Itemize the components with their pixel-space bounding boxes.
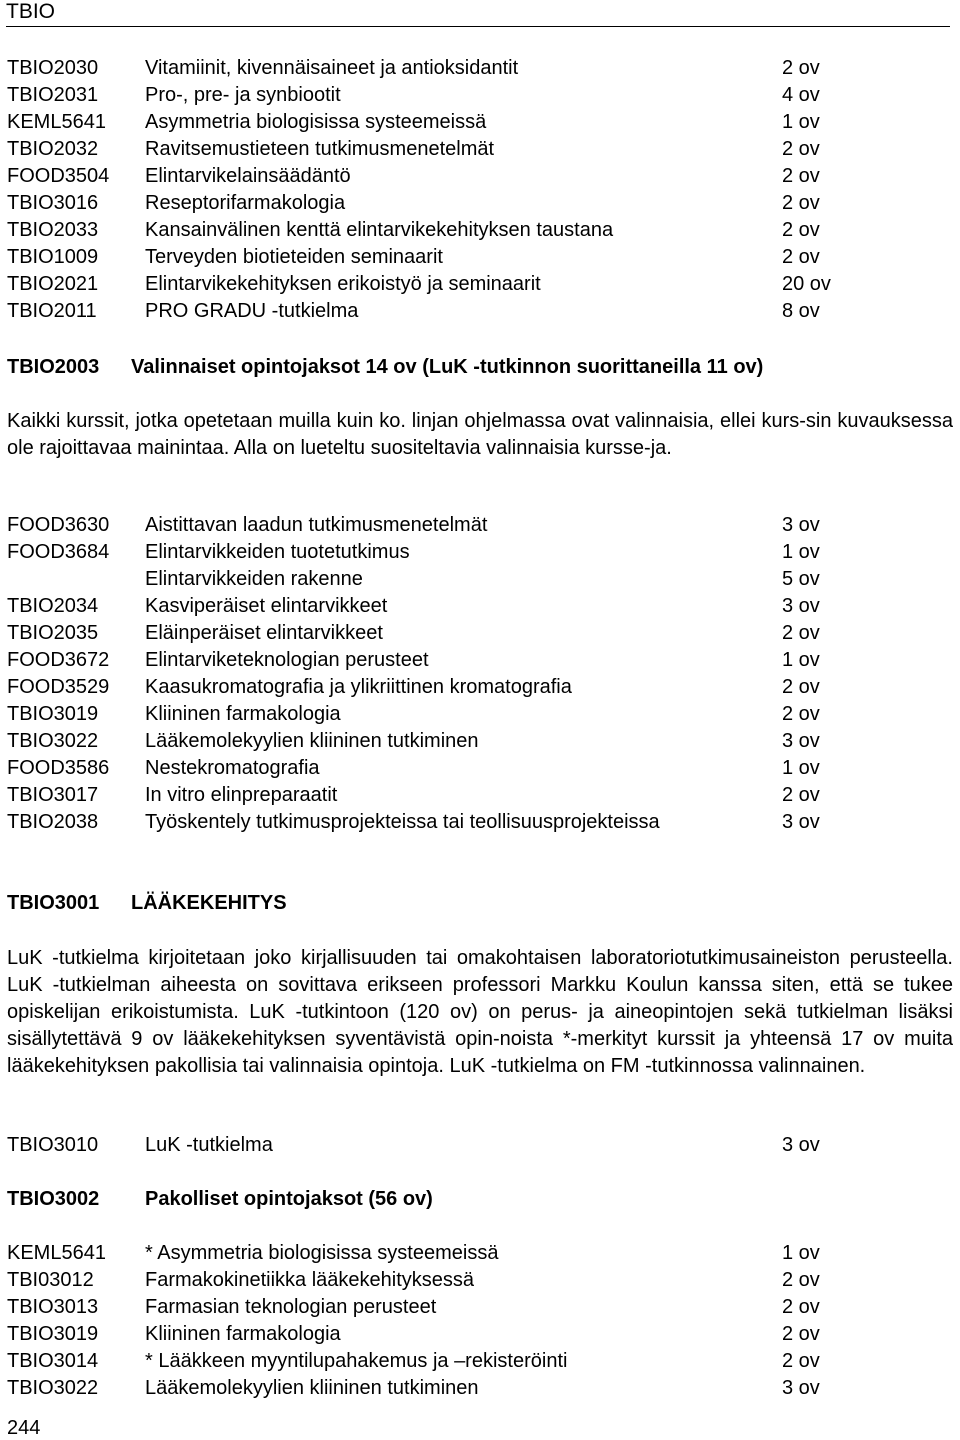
course-name: Vitamiinit, kivennäisaineet ja antioksidantit	[145, 57, 519, 79]
course-name: In vitro elinpreparaatit	[145, 784, 338, 806]
course-name: Kansainvälinen kenttä elintarvikekehityksen taustana	[145, 219, 614, 241]
course-credits: 1 ov	[782, 541, 820, 563]
course-code: TBIO3019	[7, 703, 99, 725]
section-title: Valinnaiset opintojaksot 14 ov (LuK -tutkinnon suorittaneilla 11 ov)	[131, 356, 764, 378]
course-row	[0, 1348, 960, 1375]
course-name: Aistittavan laadun tutkimusmenetelmät	[145, 514, 488, 536]
course-code: TBIO2033	[7, 219, 99, 241]
course-name: Pro-, pre- ja synbiootit	[145, 84, 341, 106]
course-row	[0, 539, 960, 566]
course-code: TBI03012	[7, 1269, 94, 1291]
course-name: Elintarvikekehityksen erikoistyö ja seminaarit	[145, 273, 541, 295]
course-name: LuK -tutkielma	[145, 1134, 273, 1156]
section-title: Pakolliset opintojaksot (56 ov)	[145, 1188, 433, 1210]
course-code: TBIO2031	[7, 84, 99, 106]
course-code: TBIO3014	[7, 1350, 99, 1372]
course-credits: 2 ov	[782, 622, 820, 644]
course-credits: 2 ov	[782, 1350, 820, 1372]
course-row	[0, 1321, 960, 1348]
course-row	[0, 217, 960, 244]
course-credits: 2 ov	[782, 1296, 820, 1318]
course-credits: 3 ov	[782, 1377, 820, 1399]
course-name: * Lääkkeen myyntilupahakemus ja –rekisteröinti	[145, 1350, 568, 1372]
course-credits: 1 ov	[782, 649, 820, 671]
course-credits: 2 ov	[782, 1323, 820, 1345]
course-name: Farmasian teknologian perusteet	[145, 1296, 437, 1318]
course-row	[0, 1267, 960, 1294]
course-credits: 3 ov	[782, 730, 820, 752]
course-credits: 2 ov	[782, 246, 820, 268]
course-code: TBIO2038	[7, 811, 99, 833]
course-code: TBIO2030	[7, 57, 99, 79]
course-name: Nestekromatografia	[145, 757, 320, 779]
course-row	[0, 190, 960, 217]
course-row	[0, 109, 960, 136]
course-code: TBIO3013	[7, 1296, 99, 1318]
section-title: LÄÄKEKEHITYS	[131, 892, 287, 914]
course-row	[0, 674, 960, 701]
course-row	[0, 244, 960, 271]
course-credits: 3 ov	[782, 595, 820, 617]
course-code: TBIO3016	[7, 192, 99, 214]
course-name: Lääkemolekyylien kliininen tutkiminen	[145, 730, 479, 752]
course-row	[0, 136, 960, 163]
course-credits: 1 ov	[782, 757, 820, 779]
course-code: FOOD3630	[7, 514, 110, 536]
course-code: TBIO3022	[7, 730, 99, 752]
course-name: Elintarvikkeiden tuotetutkimus	[145, 541, 410, 563]
course-credits: 2 ov	[782, 219, 820, 241]
course-code: FOOD3684	[7, 541, 110, 563]
course-code: TBIO1009	[7, 246, 99, 268]
course-row	[0, 1294, 960, 1321]
course-name: Kasviperäiset elintarvikkeet	[145, 595, 388, 617]
course-credits: 5 ov	[782, 568, 820, 590]
course-credits: 2 ov	[782, 57, 820, 79]
course-credits: 2 ov	[782, 676, 820, 698]
course-code: FOOD3672	[7, 649, 110, 671]
page-header	[6, 0, 950, 27]
course-row	[0, 809, 960, 836]
course-name: Kliininen farmakologia	[145, 1323, 341, 1345]
course-name: Farmakokinetiikka lääkekehityksessä	[145, 1269, 475, 1291]
course-row-thesis	[0, 1132, 960, 1159]
course-code: TBIO3022	[7, 1377, 99, 1399]
course-code: TBIO3019	[7, 1323, 99, 1345]
course-credits: 1 ov	[782, 1242, 820, 1264]
course-credits: 2 ov	[782, 703, 820, 725]
course-name: Reseptorifarmakologia	[145, 192, 346, 214]
course-name: * Asymmetria biologisissa systeemeissä	[145, 1242, 499, 1264]
course-credits: 8 ov	[782, 300, 820, 322]
course-credits: 4 ov	[782, 84, 820, 106]
course-credits: 20 ov	[782, 273, 831, 295]
course-name: Terveyden biotieteiden seminaarit	[145, 246, 443, 268]
course-code: TBIO2034	[7, 595, 99, 617]
course-name: Eläinperäiset elintarvikkeet	[145, 622, 383, 644]
course-code: TBIO2021	[7, 273, 99, 295]
course-row	[0, 782, 960, 809]
course-name: Lääkemolekyylien kliininen tutkiminen	[145, 1377, 479, 1399]
course-name: Kaasukromatografia ja ylikriittinen kromatografia	[145, 676, 572, 698]
course-name: Työskentely tutkimusprojekteissa tai teollisuusprojekteissa	[145, 811, 660, 833]
course-name: Ravitsemustieteen tutkimusmenetelmät	[145, 138, 495, 160]
course-row	[0, 755, 960, 782]
course-row	[0, 55, 960, 82]
course-row	[0, 298, 960, 325]
course-row	[0, 728, 960, 755]
page-number: 244	[7, 1417, 41, 1439]
section-code: TBIO3001	[7, 892, 100, 914]
course-row	[0, 566, 960, 593]
course-code: KEML5641	[7, 1242, 106, 1264]
section-code: TBIO3002	[7, 1188, 100, 1210]
course-name: Elintarviketeknologian perusteet	[145, 649, 429, 671]
course-code: TBIO3010	[7, 1134, 99, 1156]
course-name: Kliininen farmakologia	[145, 703, 341, 725]
course-credits: 3 ov	[782, 811, 820, 833]
course-credits: 3 ov	[782, 1134, 820, 1156]
course-name: PRO GRADU -tutkielma	[145, 300, 359, 322]
drug-development-description: LuK -tutkielma kirjoitetaan joko kirjallisuuden tai omakohtaisen laboratoriotutkimusaineiston perusteella. LuK -tutkielman aiheesta on sovittava erikseen professori Markku Koulun kanssa siten, että se tukee opiskelijan erikoistumista. LuK -tutkintoon (120 ov) on perus- ja aineopintojen sekä tutkielman lisäksi sisällytettävä 9 ov lääkekehityksen syventävistä opin-noista *-merkityt kurssit ja yhteensä 17 ov muita lääkekehityksen pakollisia tai valinnaisia opintoja. LuK -tutkielma on FM -tutkinnossa valinnainen.	[7, 947, 953, 1077]
course-code: TBIO3017	[7, 784, 99, 806]
course-code: FOOD3529	[7, 676, 110, 698]
course-row	[0, 512, 960, 539]
course-credits: 2 ov	[782, 192, 820, 214]
course-credits: 3 ov	[782, 514, 820, 536]
course-code: TBIO2035	[7, 622, 99, 644]
course-code: TBIO2011	[7, 300, 97, 322]
section-heading-drug-development	[7, 890, 287, 917]
course-row	[0, 647, 960, 674]
course-row	[0, 1375, 960, 1402]
course-credits: 2 ov	[782, 138, 820, 160]
course-code: FOOD3586	[7, 757, 110, 779]
page-header-title: TBIO	[6, 0, 56, 23]
course-row	[0, 620, 960, 647]
course-code: FOOD3504	[7, 165, 110, 187]
course-credits: 2 ov	[782, 165, 820, 187]
section-heading-electives	[7, 354, 764, 381]
course-row	[0, 163, 960, 190]
course-row	[0, 271, 960, 298]
course-row	[0, 701, 960, 728]
course-row	[0, 82, 960, 109]
course-name: Elintarvikkeiden rakenne	[145, 568, 363, 590]
electives-description: Kaikki kurssit, jotka opetetaan muilla kuin ko. linjan ohjelmassa ovat valinnaisia, ellei kurs-sin kuvauksessa ole rajoittavaa mainintaa. Alla on lueteltu suositeltavia valinnaisia kursse-ja.	[7, 410, 953, 459]
course-row	[0, 1240, 960, 1267]
section-code: TBIO2003	[7, 356, 100, 378]
course-code: KEML5641	[7, 111, 106, 133]
course-credits: 1 ov	[782, 111, 820, 133]
course-credits: 2 ov	[782, 1269, 820, 1291]
course-code: TBIO2032	[7, 138, 99, 160]
course-credits: 2 ov	[782, 784, 820, 806]
course-name: Elintarvikelainsäädäntö	[145, 165, 351, 187]
section-heading-compulsory	[7, 1186, 433, 1213]
course-name: Asymmetria biologisissa systeemeissä	[145, 111, 487, 133]
course-row	[0, 593, 960, 620]
